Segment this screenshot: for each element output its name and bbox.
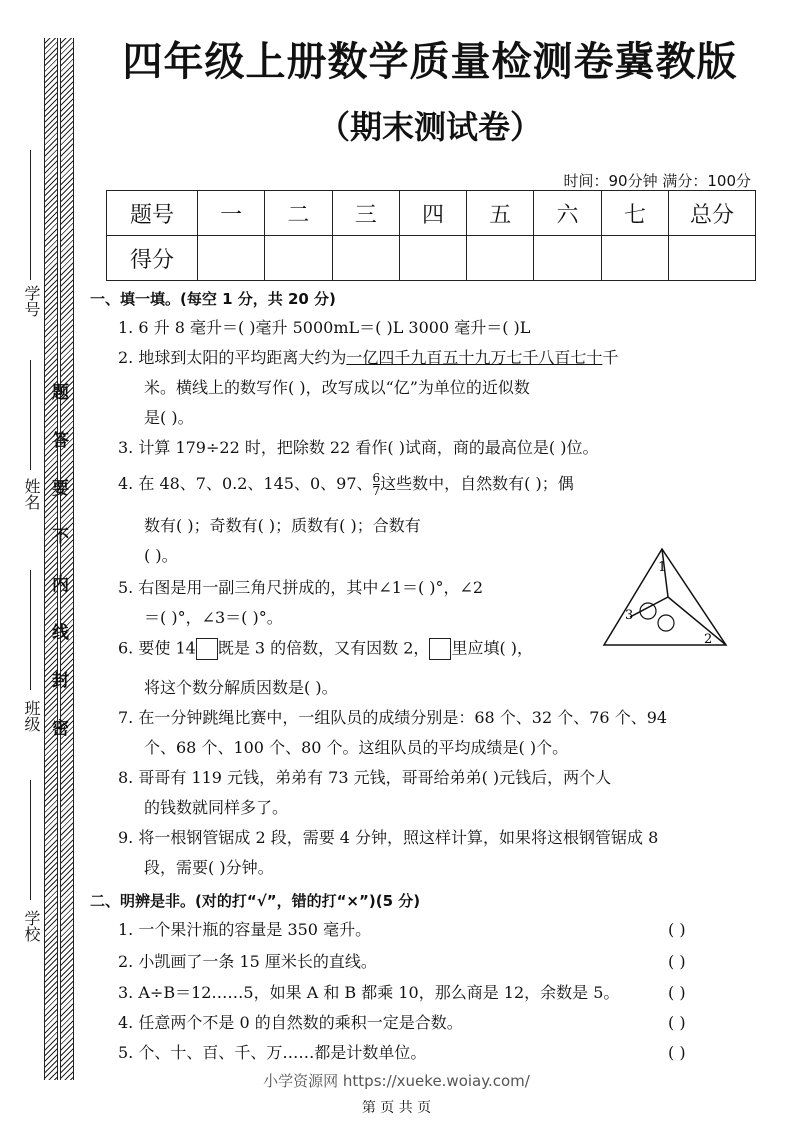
score-header-cell: 五 — [467, 191, 534, 236]
judge-item-2: 2. 小凯画了一条 15 厘米长的直线。 — [118, 952, 377, 971]
judge-item-1: 1. 一个果汁瓶的容量是 350 毫升。 — [118, 920, 372, 939]
question-5-line2: ＝( )°，∠3＝( )°。 — [144, 608, 283, 627]
question-7-line2: 个、68 个、100 个、80 个。这组队员的平均成绩是( )个。 — [144, 738, 569, 757]
question-6-line1 — [118, 638, 533, 660]
question-4-line1 — [118, 472, 574, 497]
judge-item-3: 3. A÷B＝12……5，如果 A 和 B 都乘 10，那么商是 12，余数是 5。 — [118, 983, 620, 1002]
question-1: 1. 6 升 8 毫升＝( )毫升 5000mL＝( )L 3000 毫升＝( )L — [118, 318, 531, 337]
seal-char: 封 — [52, 671, 69, 691]
question-9-line1: 9. 将一根钢管锯成 2 段，需要 4 分钟，照这样计算，如果将这根钢管锯成 8 — [118, 828, 659, 847]
banji-line — [30, 570, 31, 690]
seal-char: 线 — [52, 623, 69, 643]
xuexiao-label: 学校 — [22, 910, 41, 942]
xuehao-line — [30, 150, 31, 280]
angle-label-1: 1 — [658, 560, 667, 575]
seal-char: 密 — [52, 719, 69, 739]
score-input-cell[interactable] — [669, 236, 756, 281]
xingming-label: 姓名 — [22, 478, 41, 510]
xuexiao-line — [30, 780, 31, 900]
answer-box[interactable] — [196, 638, 218, 660]
fraction-denominator: 7 — [372, 484, 381, 498]
question-7-line1: 7. 在一分钟跳绳比赛中，一组队员的成绩分别是：68 个、32 个、76 个、94 — [118, 708, 668, 727]
answer-paren[interactable]: ( ) — [668, 1043, 686, 1062]
triangle-ruler-figure — [600, 545, 730, 650]
score-input-cell[interactable] — [467, 236, 534, 281]
score-header-cell: 总分 — [669, 191, 756, 236]
score-table-header-row — [107, 191, 756, 236]
answer-paren[interactable]: ( ) — [668, 983, 686, 1002]
time-info: 时间：90分钟 满分：100分 — [563, 172, 751, 190]
question-6-line2: 将这个数分解质因数是( )。 — [144, 678, 338, 697]
binding-margin — [0, 0, 100, 1122]
q2-text: 千 — [602, 348, 619, 367]
score-row-label: 得分 — [107, 236, 198, 281]
answer-paren[interactable]: ( ) — [668, 920, 686, 939]
q6-text: 6. 要使 14 — [118, 638, 196, 658]
banji-label: 班级 — [22, 700, 41, 732]
footer-page-number: 第 页 共 页 — [361, 1100, 432, 1116]
seal-char: 要 — [52, 479, 69, 499]
inner-circle — [658, 615, 674, 631]
seal-char: 答 — [52, 431, 69, 451]
q4-text: 4. 在 48、7、0.2、145、0、97、 — [118, 474, 373, 493]
q6-text: 既是 3 的倍数，又有因数 2， — [217, 638, 430, 658]
section2-heading: 二、明辨是非。(对的打“√”，错的打“×”)(5 分) — [90, 892, 421, 910]
score-input-cell[interactable] — [265, 236, 332, 281]
score-table-score-row — [107, 236, 756, 281]
q2-text: 2. 地球到太阳的平均距离大约为 — [118, 348, 347, 367]
xuehao-label: 学号 — [22, 285, 41, 317]
question-5-line1: 5. 右图是用一副三角尺拼成的，其中∠1＝( )°，∠2 — [118, 578, 484, 597]
seal-char: 内 — [52, 575, 69, 595]
fraction-numerator: 6 — [372, 471, 381, 485]
footer-url: 小学资源网 https://xueke.woiay.com/ — [263, 1072, 530, 1090]
score-table — [106, 190, 756, 281]
page-title: 四年级上册数学质量检测卷冀教版 — [122, 39, 738, 85]
section1-heading: 一、填一填。(每空 1 分，共 20 分) — [90, 290, 336, 308]
score-input-cell[interactable] — [601, 236, 668, 281]
question-4-line2: 数有( )；奇数有( )；质数有( )；合数有 — [144, 516, 421, 535]
q4-text: 这些数中，自然数有( )；偶 — [380, 474, 574, 493]
question-3: 3. 计算 179÷22 时，把除数 22 看作( )试商，商的最高位是( )位。 — [118, 438, 599, 457]
score-header-cell: 一 — [198, 191, 265, 236]
answer-box[interactable] — [429, 638, 451, 660]
inner-line — [668, 597, 726, 645]
xingming-line — [30, 360, 31, 470]
score-input-cell[interactable] — [332, 236, 399, 281]
question-8-line1: 8. 哥哥有 119 元钱，弟弟有 73 元钱，哥哥给弟弟( )元钱后，两个人 — [118, 768, 612, 787]
judge-item-4: 4. 任意两个不是 0 的自然数的乘积一定是合数。 — [118, 1013, 463, 1032]
score-input-cell[interactable] — [399, 236, 466, 281]
question-8-line2: 的钱数就同样多了。 — [144, 798, 289, 817]
question-4-line3: ( )。 — [144, 546, 178, 565]
angle-label-3: 3 — [625, 608, 634, 623]
answer-paren[interactable]: ( ) — [668, 1013, 686, 1032]
binding-hatch-left — [44, 38, 58, 1080]
score-header-cell: 三 — [332, 191, 399, 236]
question-2-line3: 是( )。 — [144, 408, 194, 427]
fraction — [373, 472, 381, 497]
inner-line — [630, 597, 668, 617]
score-header-cell: 六 — [534, 191, 601, 236]
question-2-line2: 米。横线上的数写作( )，改写成以“亿”为单位的近似数 — [144, 378, 530, 397]
seal-char: 不 — [52, 527, 69, 547]
angle-label-2: 2 — [704, 632, 713, 647]
judge-item-5: 5. 个、十、百、千、万……都是计数单位。 — [118, 1043, 427, 1062]
q6-text: 里应填( )， — [451, 638, 534, 658]
binding-hatch-right — [60, 38, 74, 1080]
q2-underlined-number: 一亿四千九百五十九万七千八百七十 — [346, 348, 603, 367]
score-header-cell: 四 — [399, 191, 466, 236]
page-subtitle: （期末测试卷） — [317, 108, 542, 146]
score-header-cell: 题号 — [107, 191, 198, 236]
score-input-cell[interactable] — [198, 236, 265, 281]
score-input-cell[interactable] — [534, 236, 601, 281]
question-9-line2: 段，需要( )分钟。 — [144, 858, 274, 877]
answer-paren[interactable]: ( ) — [668, 952, 686, 971]
question-2-line1 — [118, 348, 618, 368]
score-header-cell: 七 — [601, 191, 668, 236]
score-header-cell: 二 — [265, 191, 332, 236]
seal-char: 题 — [52, 383, 69, 403]
